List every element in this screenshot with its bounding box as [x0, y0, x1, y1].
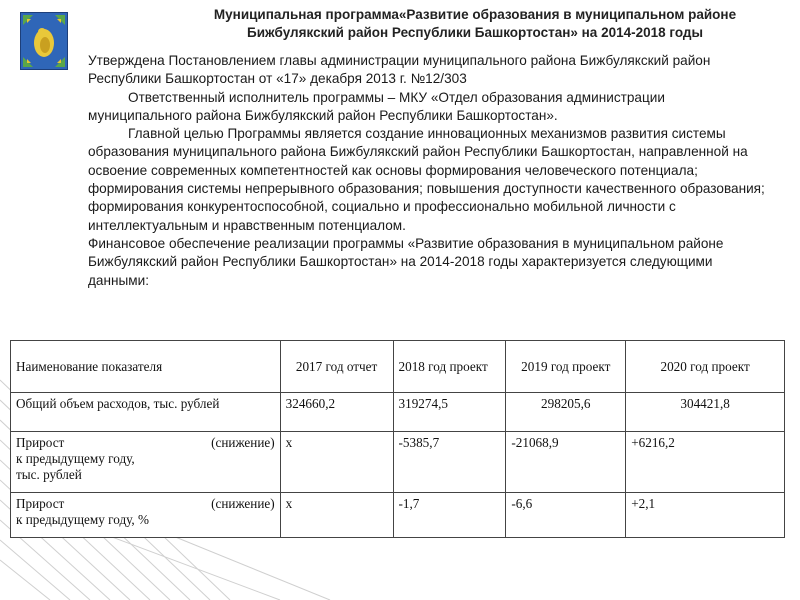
table-header-cell: 2020 год проект — [626, 341, 785, 393]
table-header-cell: Наименование показателя — [11, 341, 281, 393]
table-row — [11, 432, 785, 493]
table-cell: х — [280, 432, 393, 493]
financing-paragraph: Финансовое обеспечение реализации программы «Развитие образования в муниципальном районе Бижбулякский район Республики Башкортостан» на 2014-2018 годы характеризуется следующими данными: — [88, 235, 724, 288]
table-cell: -21068,9 — [506, 432, 626, 493]
program-title — [150, 6, 800, 42]
table-cell: -5385,7 — [393, 432, 506, 493]
main-goal-paragraph: Главной целью Программы является создание инновационных механизмов развития системы образования муниципального района Бижбулякский район Республики Башкортостан, направленной на освоение современных компетентностей как основы формирования человеческого потенциала; формирования системы непрерывного образования; повышения доступности качественного образования; формирования конкурентоспособной, социально и профессионально мобильной личности с интеллектуальным и нравственным потенциалом. — [88, 126, 765, 233]
emblem-icon — [21, 13, 67, 69]
table-row — [11, 393, 785, 432]
table-header-cell: 2019 год проект — [506, 341, 626, 393]
table-header-cell: 2017 год отчет — [280, 341, 393, 393]
program-description — [88, 52, 768, 290]
table-cell: 324660,2 — [280, 393, 393, 432]
label-part: тыс. рублей — [16, 467, 82, 482]
table-cell: 298205,6 — [506, 393, 626, 432]
table-cell-label: Общий объем расходов, тыс. рублей — [11, 393, 281, 432]
label-part: (снижение) — [211, 496, 275, 511]
table-cell: 319274,5 — [393, 393, 506, 432]
label-part: (снижение) — [211, 435, 275, 450]
responsible-executor-paragraph: Ответственный исполнитель программы – МКУ «Отдел образования администрации муниципального района Бижбулякский район Республики Башкортостан». — [88, 89, 665, 123]
table-cell-label — [11, 432, 281, 493]
table-cell-label — [11, 493, 281, 538]
table-header-cell: 2018 год проект — [393, 341, 506, 393]
label-part: к предыдущему году, — [16, 451, 135, 466]
table-cell: +2,1 — [626, 493, 785, 538]
table-row — [11, 493, 785, 538]
approval-paragraph: Утверждена Постановлением главы администрации муниципального района Бижбулякский район Республики Башкортостан от «17» декабря 2013 г. №12/303 — [88, 53, 711, 87]
table-cell: -6,6 — [506, 493, 626, 538]
program-title-line-1: Муниципальная программа«Развитие образования в муниципальном районе — [213, 7, 737, 22]
label-part: Прирост — [16, 435, 65, 450]
table-cell: х — [280, 493, 393, 538]
label-part: Прирост — [16, 496, 65, 511]
program-title-line-2: Бижбулякский район Республики Башкортостан» на 2014-2018 годы — [246, 25, 703, 40]
financing-table — [10, 340, 785, 538]
table-cell: -1,7 — [393, 493, 506, 538]
table-cell: 304421,8 — [626, 393, 785, 432]
table-cell: +6216,2 — [626, 432, 785, 493]
district-emblem — [20, 12, 68, 70]
table-header-row — [11, 341, 785, 393]
label-part: к предыдущему году, % — [16, 512, 150, 527]
